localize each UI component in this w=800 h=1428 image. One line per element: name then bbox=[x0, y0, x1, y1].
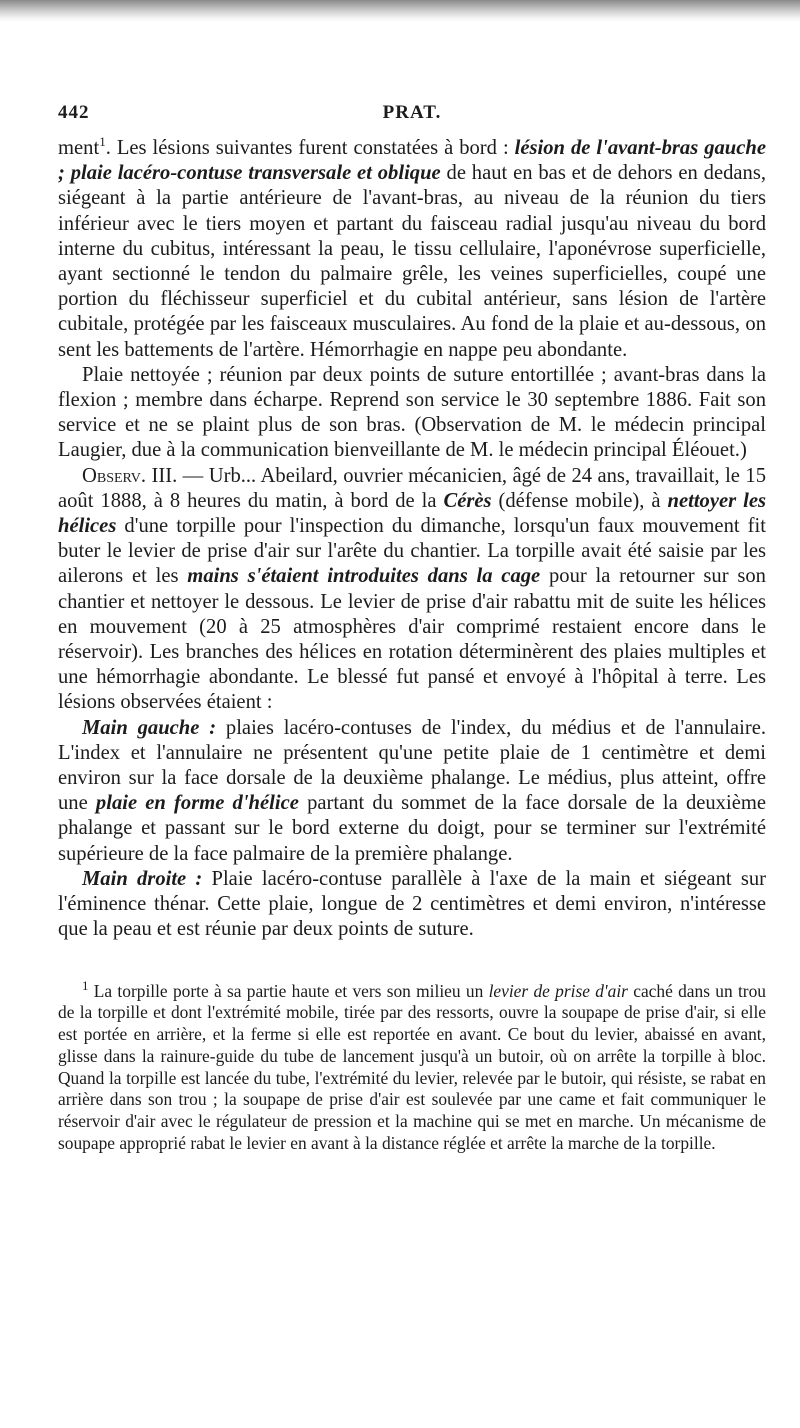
page-number: 442 bbox=[58, 102, 90, 123]
emphasis: nettoyer les hélices bbox=[58, 489, 766, 538]
main-text bbox=[58, 136, 766, 943]
emphasis: lésion de l'avant-bras gauche ; plaie lacéro-contuse transversale et oblique bbox=[58, 137, 766, 185]
paragraph-3: Observ. III. — Urb... Abeilard, ouvrier mécanicien, âgé de 24 ans, travaillait, le 15 août 1888, à 8 heures du matin, à bord de la Cérès (défense mobile), à nettoyer les hélices d'une torpille pour l'inspection du dimanche, lorsqu'un faux mouvement fit buter le levier de prise d'air sur l'arête du chantier. La torpille avait été saisie par les ailerons et les mains s'étaient introduites dans la cage pour la retourner sur son chantier et nettoyer le dessous. Le levier de prise d'air rabattu mit de suite les hélices en mouvement (20 à 25 atmosphères d'air comprimé restaient encore dans le réservoir). Les branches des hélices en rotation déterminèrent des plaies multiples et une hémorrhagie abondante. Le blessé fut pansé et envoyé à l'hôpital à terre. Les lésions observées étaient : bbox=[58, 464, 766, 714]
running-title: PRAT. bbox=[382, 102, 442, 123]
emphasis: levier de prise d'air bbox=[488, 980, 628, 1001]
emphasis: plaie en forme d'hélice bbox=[95, 792, 299, 815]
section-label: Main gauche : bbox=[82, 716, 217, 739]
footnote-reference: 1 bbox=[99, 134, 106, 150]
page-header bbox=[58, 102, 766, 136]
paragraph-2: Plaie nettoyée ; réunion par deux points de suture entortillée ; avant-bras dans la flexion ; membre dans écharpe. Reprend son service le 30 septembre 1886. Fait son service et ne se plaint plus de son bras. (Observation de M. le médecin principal Laugier, due à la communication bienveillante de M. le médecin principal Éléouet.) bbox=[58, 363, 766, 462]
emphasis: mains s'étaient introduites dans la cage bbox=[187, 565, 541, 588]
footnote: $^1$ La torpille porte à sa partie haute et vers son milieu un levier de prise d'air caché dans un trou de la torpille et dont l'extrémité mobile, tirée par des ressorts, ouvre la soupape de prise d'air, si elle est portée en arrière, et la ferme si elle est reportée en avant. Ce bout du levier, abaissé en avant, glisse dans la rainure-guide du tube de lancement jusqu'à un butoir, où on arrête la torpille à bloc. Quand la torpille est lancée du tube, l'extrémité du levier, relevée par le butoir, qui résiste, se rabat en arrière dans son trou ; la soupape de prise d'air est soulevée par une came et fait communiquer le réservoir d'air avec le régulateur de pression et la machine qui se met en marche. Un mécanisme de soupape approprié rabat le levier en avant à la distance réglée et arrête la marche de la torpille. bbox=[58, 977, 766, 1154]
footnote-marker: 1 bbox=[82, 977, 89, 993]
paragraph-5: Main droite : Plaie lacéro-contuse parallèle à l'axe de la main et siégeant sur l'éminence thénar. Cette plaie, longue de 2 centimètres et demi environ, n'intéresse que la peau et est réunie par deux points de suture. bbox=[58, 867, 766, 941]
paragraph-1: ment$^1$. Les lésions suivantes furent constatées à bord : lésion de l'avant-bras gauche ; plaie lacéro-contuse transversale et oblique de haut en bas et de dehors en dedans, siégeant à la partie antérieure de l'avant-bras, au niveau de la réunion du tiers inférieur avec le tiers moyen et partant du faisceau radial jusqu'au niveau du bord interne du cubitus, intéressant la peau, le tissu cellulaire, l'aponévrose superficielle, ayant sectionné le tendon du palmaire grêle, les veines superficielles, coupé une portion du fléchisseur superficiel et du cubital antérieur, sans lésion de l'artère cubitale, protégée par les faisceaux musculaires. Au fond de la plaie et au-dessous, on sent les battements de l'artère. Hémorrhagie en nappe peu abondante. bbox=[58, 134, 766, 361]
scan-edge-shadow bbox=[0, 0, 800, 22]
emphasis: Cérès bbox=[443, 489, 492, 512]
observation-label: Observ. bbox=[82, 464, 147, 487]
section-label: Main droite : bbox=[82, 867, 203, 890]
paragraph-4: Main gauche : plaies lacéro-contuses de l'index, du médius et de l'annulaire. L'index et l'annulaire ne présentent qu'une petite plaie de 1 centimètre et demi environ sur la face dorsale de la deuxième phalange. Le médius, plus atteint, offre une plaie en forme d'hélice partant du sommet de la face dorsale de la deuxième phalange et passant sur le bord externe du doigt, pour se terminer sur l'extrémité supérieure de la face palmaire de la première phalange. bbox=[58, 716, 766, 865]
book-page bbox=[58, 102, 766, 1155]
